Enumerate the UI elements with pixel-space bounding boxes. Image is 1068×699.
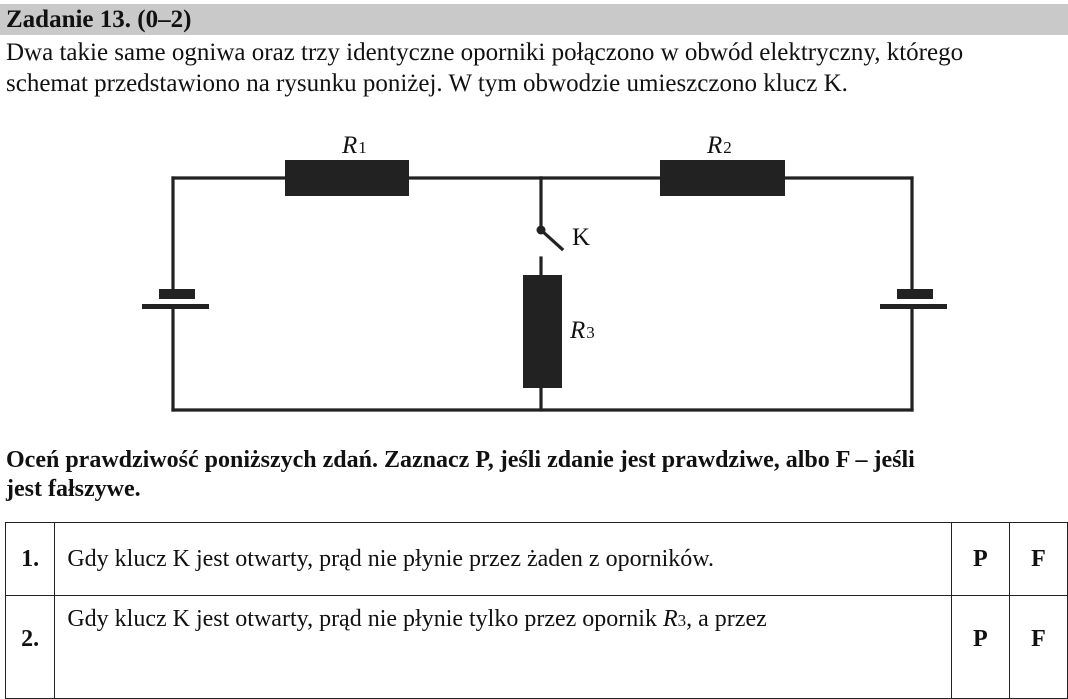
option-true-button[interactable]: P	[951, 523, 1009, 596]
label-r3: R3	[570, 317, 595, 344]
task-intro	[6, 37, 1068, 99]
statement-text-before: Gdy klucz K jest otwarty, prąd nie płynie tylko przez opornik	[67, 606, 663, 632]
switch-arm	[541, 230, 562, 249]
statement-row	[6, 596, 1068, 699]
statement-text: Gdy klucz K jest otwarty, prąd nie płynie przez żaden z oporników.	[55, 523, 951, 596]
statements-table	[5, 522, 1068, 699]
resistor-subscript: 3	[677, 611, 687, 630]
label-r1: R1	[342, 132, 367, 159]
intro-line-1: Dwa takie same ogniwa oraz trzy identyczne oporniki połączono w obwód elektryczny, którego	[6, 39, 964, 66]
resistor-r2	[660, 160, 785, 196]
right-cell-short-plate	[897, 289, 933, 299]
statement-row	[6, 523, 1068, 596]
label-r2: R2	[707, 132, 732, 159]
switch-pivot	[537, 226, 546, 235]
instruction-line-2: jest fałszywe.	[6, 476, 141, 502]
instruction-text	[6, 446, 915, 504]
resistor-r1	[285, 160, 409, 196]
option-false-button[interactable]: F	[1009, 596, 1067, 699]
statement-number: 1.	[6, 523, 55, 596]
statement-number: 2.	[6, 596, 55, 699]
left-cell-long-plate	[142, 304, 209, 309]
task-header-bar	[0, 4, 1068, 35]
resistor-r3	[523, 275, 562, 388]
right-cell-long-plate	[880, 304, 947, 309]
left-cell-short-plate	[159, 289, 195, 299]
option-false-button[interactable]: F	[1009, 523, 1067, 596]
option-true-button[interactable]: P	[951, 596, 1009, 699]
statement-text-after: , a przez	[686, 606, 767, 632]
resistor-symbol: R	[662, 606, 678, 632]
instruction-line-1: Oceń prawdziwość poniższych zdań. Zaznacz P, jeśli zdanie jest prawdziwe, albo F – jeśli	[6, 447, 915, 473]
intro-line-2: schemat przedstawiono na rysunku poniżej. W tym obwodzie umieszczono klucz K.	[6, 70, 848, 97]
label-switch-k: K	[572, 224, 591, 251]
statement-text	[55, 596, 951, 699]
task-title: Zadanie 13. (0–2)	[6, 6, 192, 33]
